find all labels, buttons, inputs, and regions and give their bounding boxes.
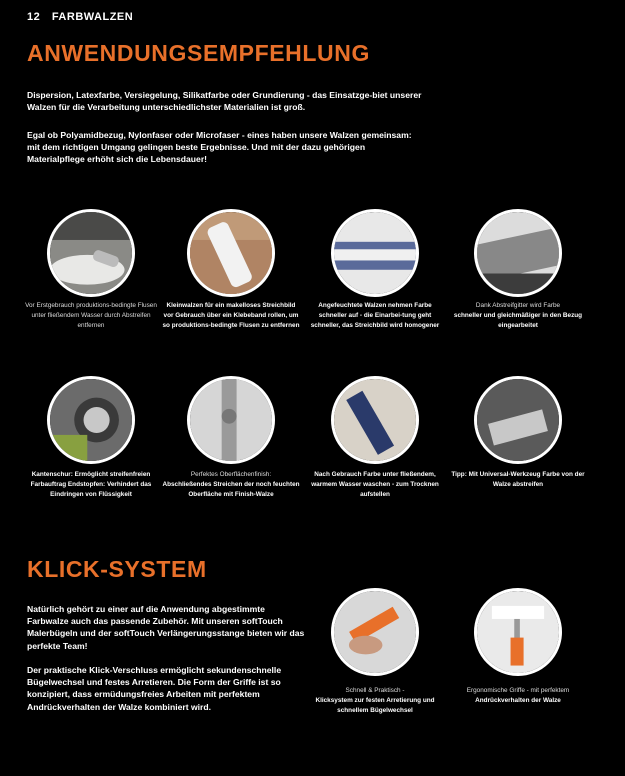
feature-caption-2-light: Ergonomische Griffe - mit perfektem (466, 687, 570, 694)
page-header (27, 11, 133, 23)
section-title-klick: KLICK-SYSTEM (27, 556, 207, 582)
tip-image-tool (474, 376, 562, 464)
feature-image-grip (474, 588, 562, 676)
intro-paragraph-2: Egal ob Polyamidbezug, Nylonfaser oder Microfaser - eines haben unsere Walzen gemeinsam: mit dem richtigen Umgang gelingen beste Ergebnisse. Und mit der dazu gehörigen Materialpflege erhöht sich die Lebensdauer! (27, 130, 412, 165)
tip-caption-3 (305, 301, 445, 331)
tip-caption-6-light: Perfektes Oberflächenfinish: (190, 471, 272, 478)
tip-caption-4-light: Dank Abstreifgitter wird Farbe (475, 302, 561, 309)
tip-caption-6 (161, 470, 301, 500)
feature-caption-1-bold: Klicksystem zur festen Arretierung und schnellem Bügelwechsel (315, 697, 435, 714)
feature-image-click (331, 588, 419, 676)
section-label: FARBWALZEN (51, 11, 134, 23)
tip-caption-3-bold: Angefeuchtete Walzen nehmen Farbe schneller auf - die Einarbei-tung geht schneller, das Streichbild wird homogener (310, 302, 440, 329)
tip-caption-4-bold: schneller und gleichmäßiger in den Bezug eingearbeitet (453, 312, 583, 329)
feature-caption-1 (305, 686, 445, 716)
tip-image-edge (47, 376, 135, 464)
tip-caption-8-bold: Tipp: Mit Universal-Werkzeug Farbe von der Walze abstreifen (451, 471, 585, 488)
tip-image-wash (331, 376, 419, 464)
feature-caption-1-light: Schnell & Praktisch - (345, 687, 405, 694)
tip-caption-6-bold: Abschließendes Streichen der noch feuchten Oberfläche mit Finish-Walze (162, 481, 300, 498)
tip-caption-5-bold: Kantenschur: Ermöglicht streifenfreien Farbauftrag Endstopfen: Verhindert das Eindringen von Flüssigkeit (30, 471, 152, 498)
feature-caption-2-bold: Andrückverhalten der Walze (475, 697, 561, 704)
klick-paragraph-2: Der praktische Klick-Verschluss ermöglicht sekundenschnelle Bügelwechsel und festes Arretieren. Die Form der Griffe ist so konzipiert, dass ermüdungsfreies Arbeiten mit perfektem Andrückverhalten der Walze kombiniert wird. (27, 665, 282, 712)
intro-paragraph-1: Dispersion, Latexfarbe, Versiegelung, Silikatfarbe oder Grundierung - das Einsatzge-biet unserer Walzen für die Verarbeitung unterschiedlichster Materialien ist groß. (27, 90, 422, 113)
tip-caption-2 (161, 301, 301, 331)
tip-caption-2-bold: Kleinwalzen für ein makelloses Streichbild vor Gebrauch über ein Klebeband rollen, um so produktions-bedingte Flusen zu entfernen (162, 302, 300, 329)
tip-caption-7-bold: Nach Gebrauch Farbe unter fließendem, warmem Wasser waschen - zum Trocknen aufstellen (311, 471, 439, 498)
tip-image-grid (474, 209, 562, 297)
tip-caption-1-light: Vor Erstgebrauch produktions-bedingte Flusen unter fließendem Wasser durch Abstreifen entfernen (25, 302, 157, 329)
tip-caption-1 (21, 301, 161, 331)
klick-paragraph-1: Natürlich gehört zu einer auf die Anwendung abgestimmte Farbwalze auch das passende Zubehör. Mit unseren softTouch Malerbügeln und der softTouch Verlängerungsstange bieten wir das perfekte Team! (27, 604, 305, 651)
tip-caption-7 (305, 470, 445, 500)
tip-image-tape (187, 209, 275, 297)
tip-caption-8 (448, 470, 588, 490)
tip-image-rinse (47, 209, 135, 297)
tip-image-finish (187, 376, 275, 464)
tip-caption-4 (448, 301, 588, 331)
section-title-anwendung: ANWENDUNGSEMPFEHLUNG (27, 40, 370, 66)
feature-caption-2 (448, 686, 588, 706)
page-number: 12 (27, 11, 41, 23)
tip-caption-5 (21, 470, 161, 500)
tip-image-moist-roller (331, 209, 419, 297)
